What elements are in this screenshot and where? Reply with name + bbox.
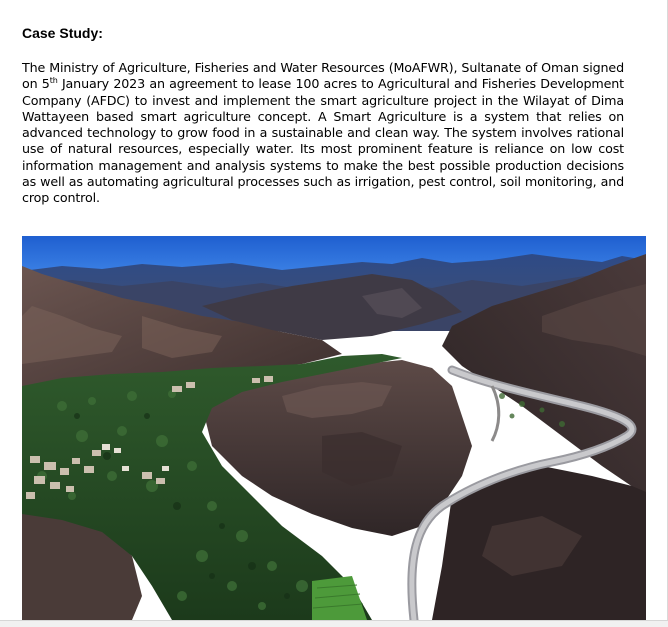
ordinal-suffix: th xyxy=(49,76,58,86)
horizontal-scrollbar[interactable] xyxy=(0,620,668,627)
case-study-heading: Case Study: xyxy=(22,25,103,41)
aerial-valley-photo xyxy=(22,236,646,620)
paragraph-text-rest: January 2023 an agreement to lease 100 acres to Agricultural and Fisheries Development Company (AFDC) to invest and implement the smart agriculture project in the Wilayat of Dima Wattayeen based smart agriculture concept. A Smart Agriculture is a system that relies on advanced technology to grow food in a sustainable and clean way. The system involves rational use of natural resources, especially water. Its most prominent feature is reliance on low cost information management and analysis systems to make the best possible production decisions as well as automating agricultural processes such as irrigation, pest control, soil monitoring, and crop control. xyxy=(22,76,624,206)
paragraph-text-start: The Ministry of Agriculture, Fisheries and Water Resources (MoAFWR), Sultanate of Oman signed on 5 xyxy=(22,60,624,92)
case-study-paragraph xyxy=(22,60,624,207)
